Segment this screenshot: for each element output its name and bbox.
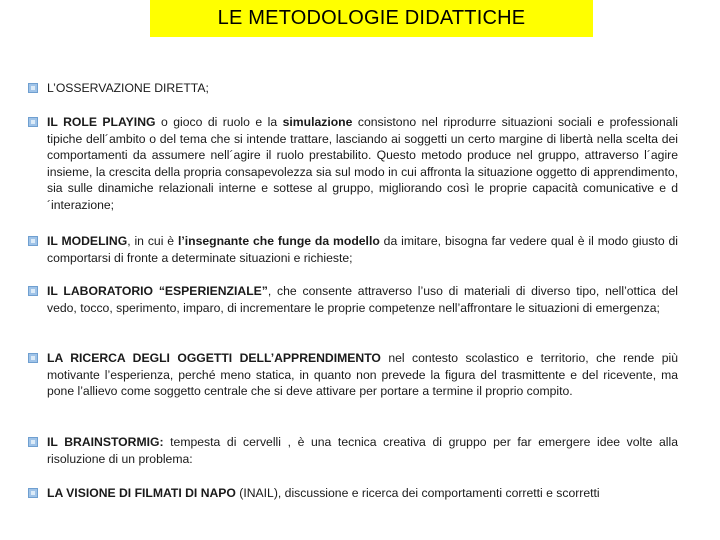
list-item: [28, 114, 678, 214]
item-text: IL ROLE PLAYING o gioco di ruolo e la simulazione consistono nel riprodurre situazioni sociali e professionali tipiche dell´ambito o del tema che si intende trattare, lasciando ai soggetti un certo margine di libertà nella scelta dei comportamenti da assumere nell´agire il ruolo prestabilito. Questo metodo produce nel gruppo, attraverso l´agire insieme, la crescita della propria consapevolezza sia sul modo in cui affronta la situazione oggetto di apprendimento, sia sulle dinamiche relazionali interne e sottese al gruppo, migliorando così le proprie capacità comunicative e d´interazione;: [47, 115, 678, 212]
list-item: [28, 350, 678, 400]
list-item: [28, 283, 678, 316]
list-item: [28, 80, 678, 97]
item-text: IL MODELING, in cui è l’insegnante che funge da modello da imitare, bisogna far vedere qual è il modo giusto di comportarsi di fronte a determinate situazioni e richieste;: [47, 234, 678, 265]
item-text: LA RICERCA DEGLI OGGETTI DELL’APPRENDIMENTO nel contesto scolastico e territorio, che rende più motivante l’esperienza, perché meno statica, in quanto non prevede la figura del trasmittente e del ricevente, ma pone l’allievo come soggetto centrale che si deve attivare per portare a termine il proprio compito.: [47, 351, 678, 399]
list-item: [28, 233, 678, 266]
list-item: [28, 434, 678, 467]
list-item: [28, 485, 678, 502]
item-text: L’OSSERVAZIONE DIRETTA;: [47, 81, 209, 95]
square-bullet-icon: [28, 488, 38, 498]
title-banner: [150, 0, 593, 37]
square-bullet-icon: [28, 117, 38, 127]
item-text: IL BRAINSTORMIG: tempesta di cervelli , è una tecnica creativa di gruppo per far emergere idee volte alla risoluzione di un problema:: [47, 435, 678, 466]
item-text: IL LABORATORIO “ESPERIENZIALE”, che consente attraverso l’uso di materiali di diverso tipo, nell’ottica del vedo, tocco, sperimento, imparo, di incrementare le proprie competenze nell’affrontare le situazioni di emergenza;: [47, 284, 678, 315]
square-bullet-icon: [28, 353, 38, 363]
page-title: LE METODOLOGIE DIDATTICHE: [217, 7, 526, 29]
square-bullet-icon: [28, 236, 38, 246]
square-bullet-icon: [28, 286, 38, 296]
square-bullet-icon: [28, 437, 38, 447]
square-bullet-icon: [28, 83, 38, 93]
item-text: LA VISIONE DI FILMATI DI NAPO (INAIL), discussione e ricerca dei comportamenti corretti e scorretti: [47, 486, 600, 500]
